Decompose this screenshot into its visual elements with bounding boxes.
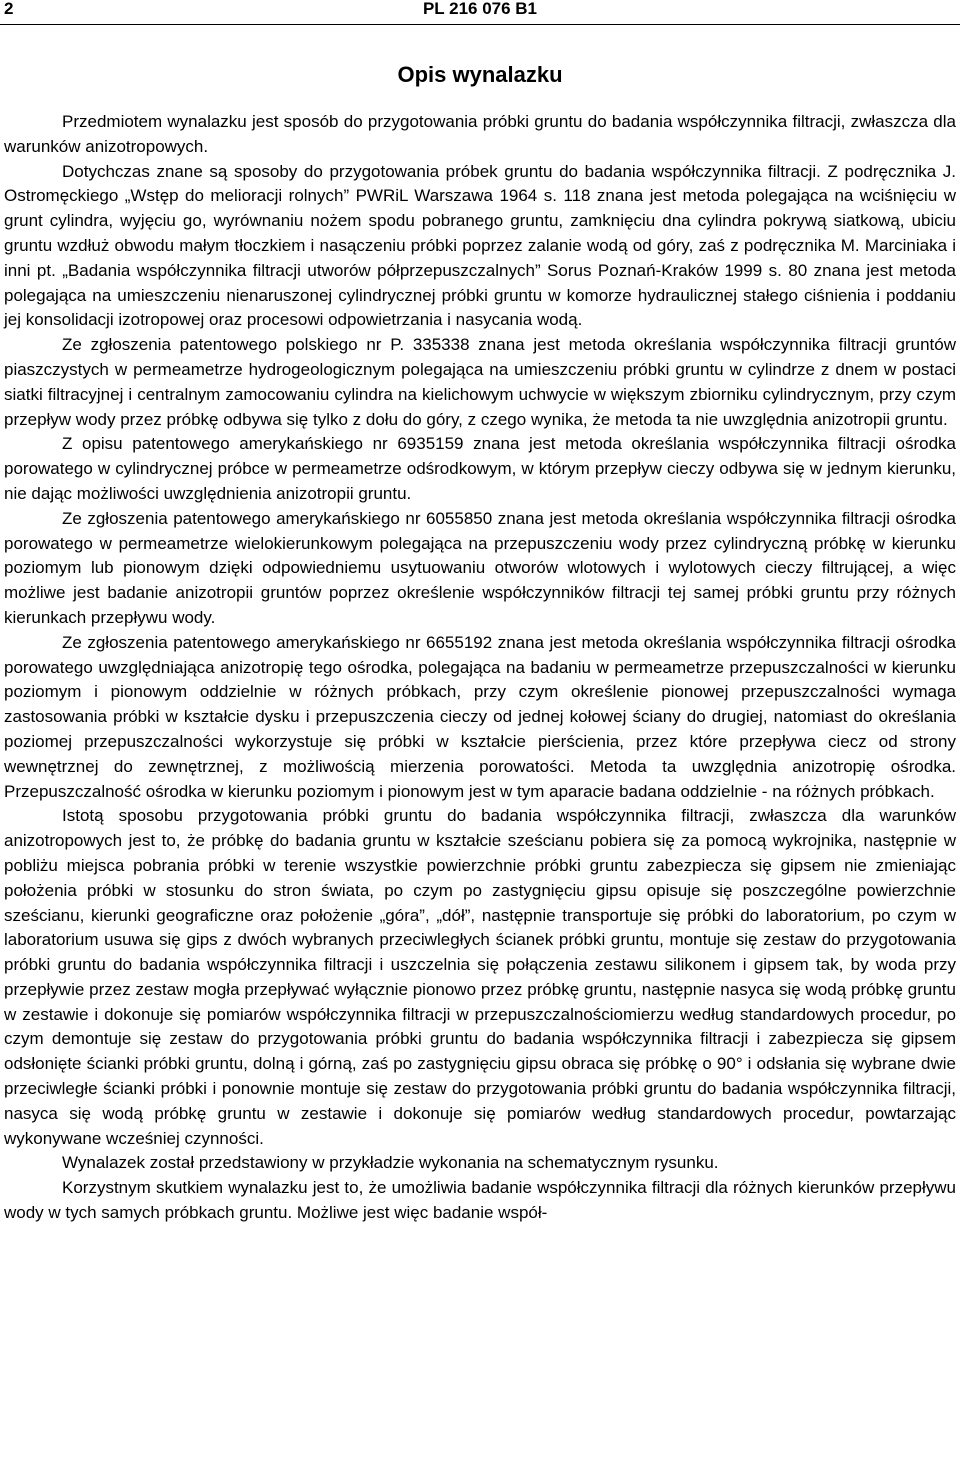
document-body	[4, 110, 956, 1226]
paragraph-advantages: Korzystnym skutkiem wynalazku jest to, że umożliwia badanie współczynnika filtracji dla różnych kierunków przepływu wody w tych samych próbkach gruntu. Możliwe jest więc badanie współ-	[4, 1178, 956, 1223]
paragraph-prior-art-pl-335338: Ze zgłoszenia patentowego polskiego nr P. 335338 znana jest metoda określania współczynnika filtracji gruntów piaszczystych w permeametrze hydrogeologicznym polegająca na umieszczeniu próbki gruntu w cylindrze z dnem w postaci siatki filtracyjnej i centralnym zamocowaniu cylindra na kielichowym uchwycie w większym zbiorniku cylindrycznym, przy czym przepływ wody przez próbkę odbywa się tylko z dołu do góry, z czego wynika, że metoda ta nie uwzględnia anizotropii gruntu.	[4, 335, 956, 429]
paragraph-prior-art-us-6655192: Ze zgłoszenia patentowego amerykańskiego nr 6655192 znana jest metoda określania współczynnika filtracji ośrodka porowatego uwzględniająca anizotropię tego ośrodka, polegająca na badaniu w permeametrze przepuszczalności w kierunku poziomym i pionowym oddzielnie w różnych próbkach, przy czym określenie pionowej przepuszczalności wymaga zastosowania próbki w kształcie dysku i przepuszczenia cieczy od jednej kołowej ściany do drugiej, natomiast do określania poziomej przepuszczalności wykorzystuje się próbki w kształcie pierścienia, przez które przepływa ciecz od strony wewnętrznej do zewnętrznej, z możliwością mierzenia porowatości. Metoda ta uwzględnia anizotropię ośrodka. Przepuszczalność ośrodka w kierunku poziomym i pionowym jest w tym aparacie badana oddzielnie - na różnych próbkach.	[4, 632, 956, 801]
paragraph-prior-art-us-6935159: Z opisu patentowego amerykańskiego nr 6935159 znana jest metoda określania współczynnika filtracji ośrodka porowatego w cylindrycznej próbce w permeametrze odśrodkowym, w którym przepływ cieczy odbywa się w jednym kierunku, nie dając możliwości uwzględnienia anizotropii gruntu.	[4, 434, 956, 503]
header-divider	[0, 24, 960, 25]
paragraph-prior-art-us-6055850: Ze zgłoszenia patentowego amerykańskiego nr 6055850 znana jest metoda określania współczynnika filtracji ośrodka porowatego w permeametrze wielokierunkowym polegająca na przepuszczeniu wody przez cylindryczną próbkę w kierunku poziomym lub pionowym dzięki odpowiedniemu usytuowaniu otworów wlotowych i wylotowych cieczy filtrującej, a więc możliwe jest badanie anizotropii gruntów poprzez określenie współczynników filtracji tej samej próbki gruntu przy różnych kierunkach przepływu wody.	[4, 508, 956, 627]
paragraph-subject: Przedmiotem wynalazku jest sposób do przygotowania próbki gruntu do badania współczynnika filtracji, zwłaszcza dla warunków anizotropowych.	[4, 112, 956, 156]
paragraph-drawing-reference: Wynalazek został przedstawiony w przykładzie wykonania na schematycznym rysunku.	[62, 1153, 719, 1173]
paragraph-prior-art-literature: Dotychczas znane są sposoby do przygotowania próbek gruntu do badania współczynnika filtracji. Z podręcznika J. Ostromęckiego „Wstęp do melioracji rolnych” PWRiL Warszawa 1964 s. 118 znana jest metoda polegająca na wciśnięciu w grunt cylindra, wyjęciu go, wyrównaniu nożem spodu pobranego gruntu, zamknięciu dna cylindra pokrywą siatkową, ubiciu gruntu wzdłuż obwodu małym tłoczkiem i nasączeniu próbki poprzez zalanie wodą od góry, zaś z podręcznika M. Marciniaka i inni pt. „Badania współczynnika filtracji utworów półprzepuszczalnych” Sorus Poznań-Kraków 1999 s. 80 znana jest metoda polegająca na umieszczeniu nienaruszonej cylindrycznej próbki gruntu w komorze hydraulicznej stałego ciśnienia i poddaniu jej konsolidacji izotropowej oraz procesowi odpowietrzania i nasycania wodą.	[4, 161, 956, 330]
patent-number: PL 216 076 B1	[422, 0, 538, 18]
page-header	[0, 0, 960, 22]
document-title: Opis wynalazku	[397, 62, 563, 87]
paragraph-invention-essence: Istotą sposobu przygotowania próbki gruntu do badania współczynnika filtracji, zwłaszcza dla warunków anizotropowych jest to, że próbkę do badania gruntu w kształcie sześcianu pobiera się za pomocą wykrojnika, następnie w pobliżu miejsca pobrania próbki w terenie wszystkie powierzchnie próbki gruntu zabezpiecza się gipsem nie zmieniając położenia próbki w stosunku do stron świata, po czym po zastygnięciu gipsu opisuje się poszczególne powierzchnie sześcianu, kierunki geograficzne oraz położenie „góra”, „dół”, następnie transportuje się próbki do laboratorium, po czym w laboratorium usuwa się gips z dwóch wybranych przeciwległych ścianek próbki gruntu, montuje się zestaw do przygotowania próbki gruntu do badania współczynnika filtracji i uszczelnia się połączenia zestawu silikonem i gipsem tak, by woda przy przepływie przez zestaw mogła przepływać wyłącznie pionowo przez próbkę gruntu, następnie nasyca się wodą próbkę gruntu w zestawie i dokonuje się pomiarów współczynnika filtracji w przepuszczalnościomierzu według standardowych procedur, po czym demontuje się zestaw do przygotowania próbki gruntu do badania współczynnika filtracji i zabezpiecza się gipsem odsłonięte ścianki próbki gruntu, dolną i górną, zaś po zastygnięciu gipsu obraca się próbkę o 90° i odsłania się wybrane dwie przeciwległe ścianki próbki i ponownie montuje się zestaw do przygotowania próbki gruntu do badania współczynnika filtracji, nasyca się wodą próbkę gruntu w zestawie i dokonuje się pomiarów według standardowych procedur, powtarzając wykonywane wcześniej czynności.	[4, 806, 956, 1148]
page-number: 2	[4, 0, 14, 18]
